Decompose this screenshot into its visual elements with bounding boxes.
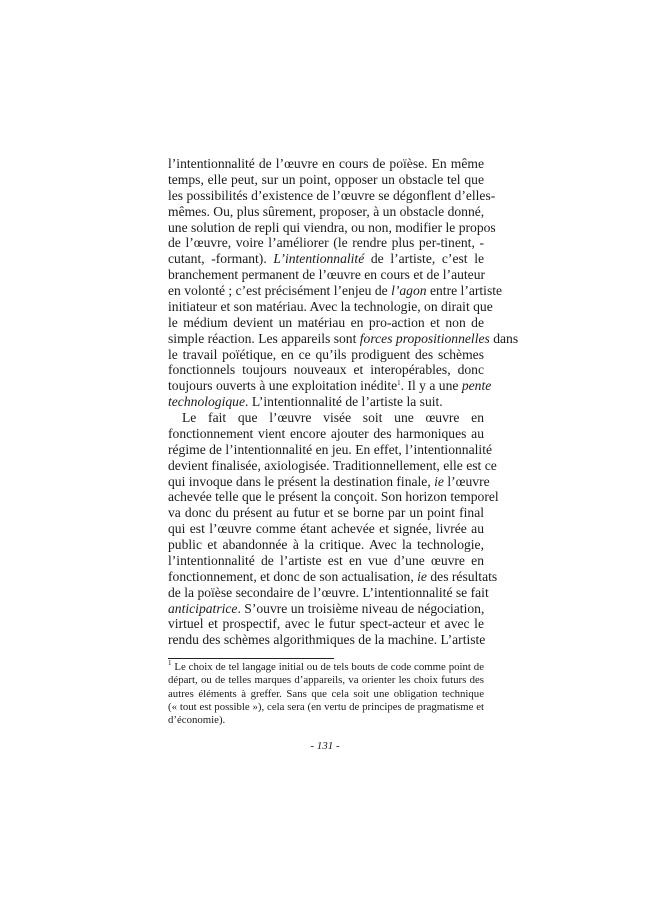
footnote-line <box>168 701 484 714</box>
italic-text: anticipatrice <box>168 600 238 616</box>
text: entre l’artiste <box>426 283 503 298</box>
body-line <box>168 172 484 188</box>
text: de la poïèse secondaire de l’œuvre. L’intentionnalité se fait <box>168 584 489 600</box>
text: le travail poïétique, en ce qu’ils prodiguent des schèmes <box>168 346 484 362</box>
text: régime de l’intentionnalité en jeu. En effet, l’intentionnalité <box>168 441 492 457</box>
body-line <box>168 457 497 474</box>
text: temps, elle peut, sur un point, opposer un obstacle tel que <box>168 171 484 187</box>
body-line <box>168 616 484 632</box>
body-line <box>168 521 484 537</box>
text: des résultats <box>426 568 498 584</box>
page-number: - 131 - <box>310 740 340 752</box>
body-line <box>168 251 484 267</box>
body-line <box>168 156 484 172</box>
text: les possibilités d’existence de l’œuvre se dégonflent d’elles- <box>168 187 496 203</box>
text: dans <box>489 330 519 346</box>
body-line <box>168 537 484 553</box>
text: fonctionnement vient encore ajouter des harmoniques au <box>168 425 484 441</box>
text: l’œuvre <box>443 473 490 489</box>
body-line <box>168 378 492 394</box>
text: Le fait que l’œuvre visée soit une œuvre en <box>182 410 484 425</box>
text: Le choix de tel langage initial ou de tels bouts de code comme point de <box>171 661 484 673</box>
footnote <box>168 661 484 727</box>
footnote-marker: 1 <box>168 659 172 667</box>
body-line <box>168 267 484 283</box>
text: . L’intentionnalité de l’artiste la suit. <box>245 394 443 410</box>
italic-text: technologique <box>168 394 246 410</box>
text: de l’œuvre, voire l’améliorer (le rendre plus per-tinent, - <box>168 235 484 251</box>
text: simple réaction. Les appareils sont <box>168 330 360 346</box>
footnote-line <box>168 688 484 701</box>
text: initiateur et son matériau. Avec la technologie, on dirait que <box>168 298 493 314</box>
italic-text: ie <box>417 568 427 584</box>
body-line <box>168 473 490 490</box>
footnote-line <box>168 674 484 687</box>
body-line <box>168 219 496 236</box>
text: fonctionnels toujours nouveaux et interopérables, donc <box>168 362 484 378</box>
footnote-line <box>168 714 484 727</box>
body-line <box>168 410 484 426</box>
text: achevée telle que le présent la conçoit. Son horizon temporel <box>168 489 499 505</box>
body-line <box>168 632 484 648</box>
text: . S’ouvre un troisième niveau de négociation, <box>237 600 485 616</box>
text: le médium devient un matériau en pro-action et non de <box>168 314 484 330</box>
body-line <box>168 568 498 585</box>
body-line <box>168 584 489 601</box>
body-line <box>168 441 492 458</box>
body-line <box>168 489 499 505</box>
italic-text: l’agon <box>391 283 427 298</box>
text: mêmes. Ou, plus sûrement, proposer, à un obstacle donné, <box>168 203 485 219</box>
footnote-line <box>168 661 484 674</box>
text: l’intentionnalité de l’artiste est en vue d’une œuvre en <box>168 552 484 568</box>
body-line <box>168 505 484 521</box>
body-line <box>168 204 484 220</box>
body-line <box>168 394 484 410</box>
text: branchement permanent de l’œuvre en cours et de l’auteur <box>168 267 486 283</box>
body-line <box>168 187 496 204</box>
text: toujours ouverts à une exploitation inédite <box>168 378 398 394</box>
text: cutant, -formant). <box>168 251 274 267</box>
text: qui invoque dans le présent la destination finale, <box>168 473 435 489</box>
text: en volonté ; c’est précisément l’enjeu de <box>168 283 392 298</box>
text: (« tout est possible »), cela sera (en vertu de principes de pragmatisme et <box>168 700 484 713</box>
text: d’économie). <box>168 714 226 727</box>
text: . Il y a une <box>400 378 462 394</box>
body-line <box>168 315 484 331</box>
text: l’intentionnalité de l’œuvre en cours de poïèse. En même <box>168 156 484 171</box>
text: autres éléments à greffer. Sans que cela soit une obligation technique <box>168 687 484 700</box>
italic-text: forces propositionnelles <box>359 330 490 346</box>
text: virtuel et prospectif, avec le futur spect-acteur et avec le <box>168 616 484 632</box>
body-line <box>168 235 484 251</box>
italic-text: L’intentionnalité <box>273 251 365 267</box>
body-line <box>168 601 484 617</box>
italic-text: pente <box>461 378 492 394</box>
body-line <box>168 362 484 378</box>
text: devient finalisée, axiologisée. Traditionnellement, elle est ce <box>168 457 497 473</box>
body-line <box>168 426 484 442</box>
text: de l’artiste, c’est le <box>364 251 484 267</box>
footnote-separator <box>168 658 334 659</box>
text: fonctionnement, et donc de son actualisation, <box>168 568 418 584</box>
text: va donc du présent au futur et se borne par un point final <box>168 505 484 521</box>
body-line <box>168 347 484 363</box>
text: une solution de repli qui viendra, ou non, modifier le propos <box>168 219 496 235</box>
footnote-marker: 1 <box>397 379 401 388</box>
body-line <box>168 553 484 569</box>
body-line <box>168 330 519 347</box>
text: rendu des schèmes algorithmiques de la machine. L’artiste <box>168 632 486 648</box>
body-text <box>168 156 519 648</box>
text: départ, ou de telles marques d’appareils, va orienter les choix futurs des <box>168 674 484 687</box>
body-line <box>168 298 493 315</box>
text: qui est l’œuvre comme étant achevée et signée, livrée au <box>168 521 484 537</box>
body-line <box>168 283 503 299</box>
text: public et abandonnée à la critique. Avec la technologie, <box>168 537 484 552</box>
italic-text: ie <box>434 473 444 489</box>
